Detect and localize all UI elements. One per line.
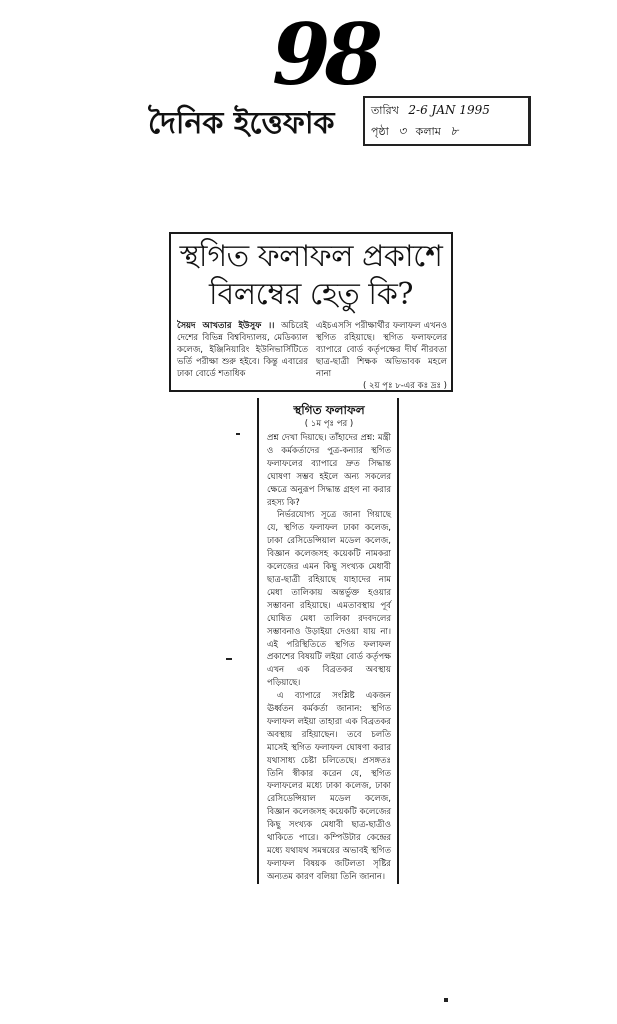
intro-column-left [177, 320, 308, 392]
stamp-date-value: 2-6 JAN 1995 [408, 103, 490, 117]
stamp-page-value: ৩ [398, 124, 407, 138]
continued-note: ( ২য় পৃঃ ৮-এর কঃ দ্রঃ ) [362, 381, 447, 391]
continuation-clipping [257, 398, 399, 884]
continuation-subtitle: ( ১ম পৃঃ পর ) [304, 419, 354, 429]
continuation-paragraph: নির্ভরযোগ্য সূত্রে জানা গিয়াছে যে, স্থগিত ফলাফল ঢাকা কলেজ, ঢাকা রেসিডেন্সিয়াল মডেল কলেজ, বিজ্ঞান কলেজসহ কয়েকটি নামকরা কলেজের এমন কিছু সংখ্যক মেধাবী ছাত্র-ছাত্রী রহিয়াছে যাহাদের নাম মেধা তালিকায় অন্তর্ভুক্ত হওয়ার সম্ভাবনা রহিয়াছে। এমতাবস্থায় পূর্ব ঘোষিত মেধা তালিকা রদবদলের সম্ভাবনাও উড়াইয়া দেওয়া যায় না। এই পরিস্থিতিতে স্থগিত ফলাফল প্রকাশের বিষয়টি লইয়া বোর্ড কর্তৃপক্ষ এখন এক বিব্রতকর অবস্থায় পড়িয়াছে। [267, 510, 391, 689]
stamp-date-row [371, 100, 522, 121]
article-headline [171, 234, 451, 314]
handwritten-page-number: 98 [272, 5, 377, 104]
stamp-column-value: ৮ [450, 124, 459, 138]
continuation-paragraph: প্রশ্ন দেখা দিয়াছে। তাঁহাদের প্রশ্ন: মন্ত্রী ও কর্মকর্তাদের পুত্র-কন্যার স্থগিত ফলাফলের ব্যাপারে দ্রুত সিদ্ধান্ত ঘোষণা সম্ভব হইলে অন্য সকলের ক্ষেত্রে অনুরূপ সিদ্ধান্ত গ্রহণ না করার রহস্য কি? [267, 433, 391, 508]
date-stamp [363, 96, 531, 146]
scan-speck [444, 998, 448, 1002]
continuation-paragraph: এ ব্যাপারে সংশ্লিষ্ট একজন ঊর্ধ্বতন কর্মকর্তা জানান: স্থগিত ফলাফল লইয়া তাহারা এক বিব্রতকর অবস্থায় রহিয়াছেন। তবে চলতি মাসেই স্থগিত ফলাফল ঘোষণা করার যথাসাধ্য চেষ্টা চলিতেছে। প্রসঙ্গতঃ তিনি স্বীকার করেন যে, স্থগিত ফলাফলের মধ্যে ঢাকা কলেজ, ঢাকা রেসিডেন্সিয়াল মডেল কলেজ, বিজ্ঞান কলেজসহ কয়েকটি কলেজের কিছু সংখ্যক মেধাবী ছাত্র-ছাত্রীও থাকিতে পারে। কম্পিউটার কেন্দ্রের মধ্যে যথাযথ সমন্বয়ের অভাবই স্থগিত ফলাফল বিষয়ক জটিলতা সৃষ্টির অন্যতম কারণ বলিয়া তিনি জানান। [267, 691, 391, 882]
stamp-page-label: পৃষ্ঠা [371, 125, 389, 138]
headline-line-1: স্থগিত ফলাফল প্রকাশে [179, 239, 443, 274]
stamp-date-label: তারিখ [371, 104, 399, 117]
headline-line-2: বিলম্বের হেতু কি? [208, 277, 414, 312]
scan-speck [236, 433, 240, 435]
article-intro [177, 320, 447, 392]
stamp-page-row [371, 121, 522, 142]
intro-left-text: অচিরেই দেশের বিভিন্ন বিশ্ববিদ্যালয়, মেডিক্যাল কলেজ, ইঞ্জিনিয়ারিং ইউনিভার্সিটিতে ভর্তি পরীক্ষা শুরু হইবে। কিন্তু এবারের ঢাকা বোর্ডে শতাধিক [177, 321, 309, 379]
article-byline: সৈয়দ আখতার ইউসুফ ।। [177, 321, 275, 331]
stamp-column-label: কলাম [415, 125, 441, 138]
article-clipping [169, 232, 453, 392]
newspaper-masthead: দৈনিক ইত্তেফাক [148, 106, 335, 141]
continuation-title: স্থগিত ফলাফল [293, 403, 365, 417]
intro-right-text: এইচএসসি পরীক্ষার্থীর ফলাফল এখনও স্থগিত রহিয়াছে। স্থগিত ফলাফলের ব্যাপারে বোর্ড কর্তৃপক্ষের দীর্ঘ নীরবতা ছাত্র-ছাত্রী শিক্ষক অভিভাবক মহলে নানা [316, 321, 447, 379]
intro-column-right [316, 320, 447, 392]
continuation-body [267, 432, 391, 884]
scan-speck [226, 658, 232, 660]
